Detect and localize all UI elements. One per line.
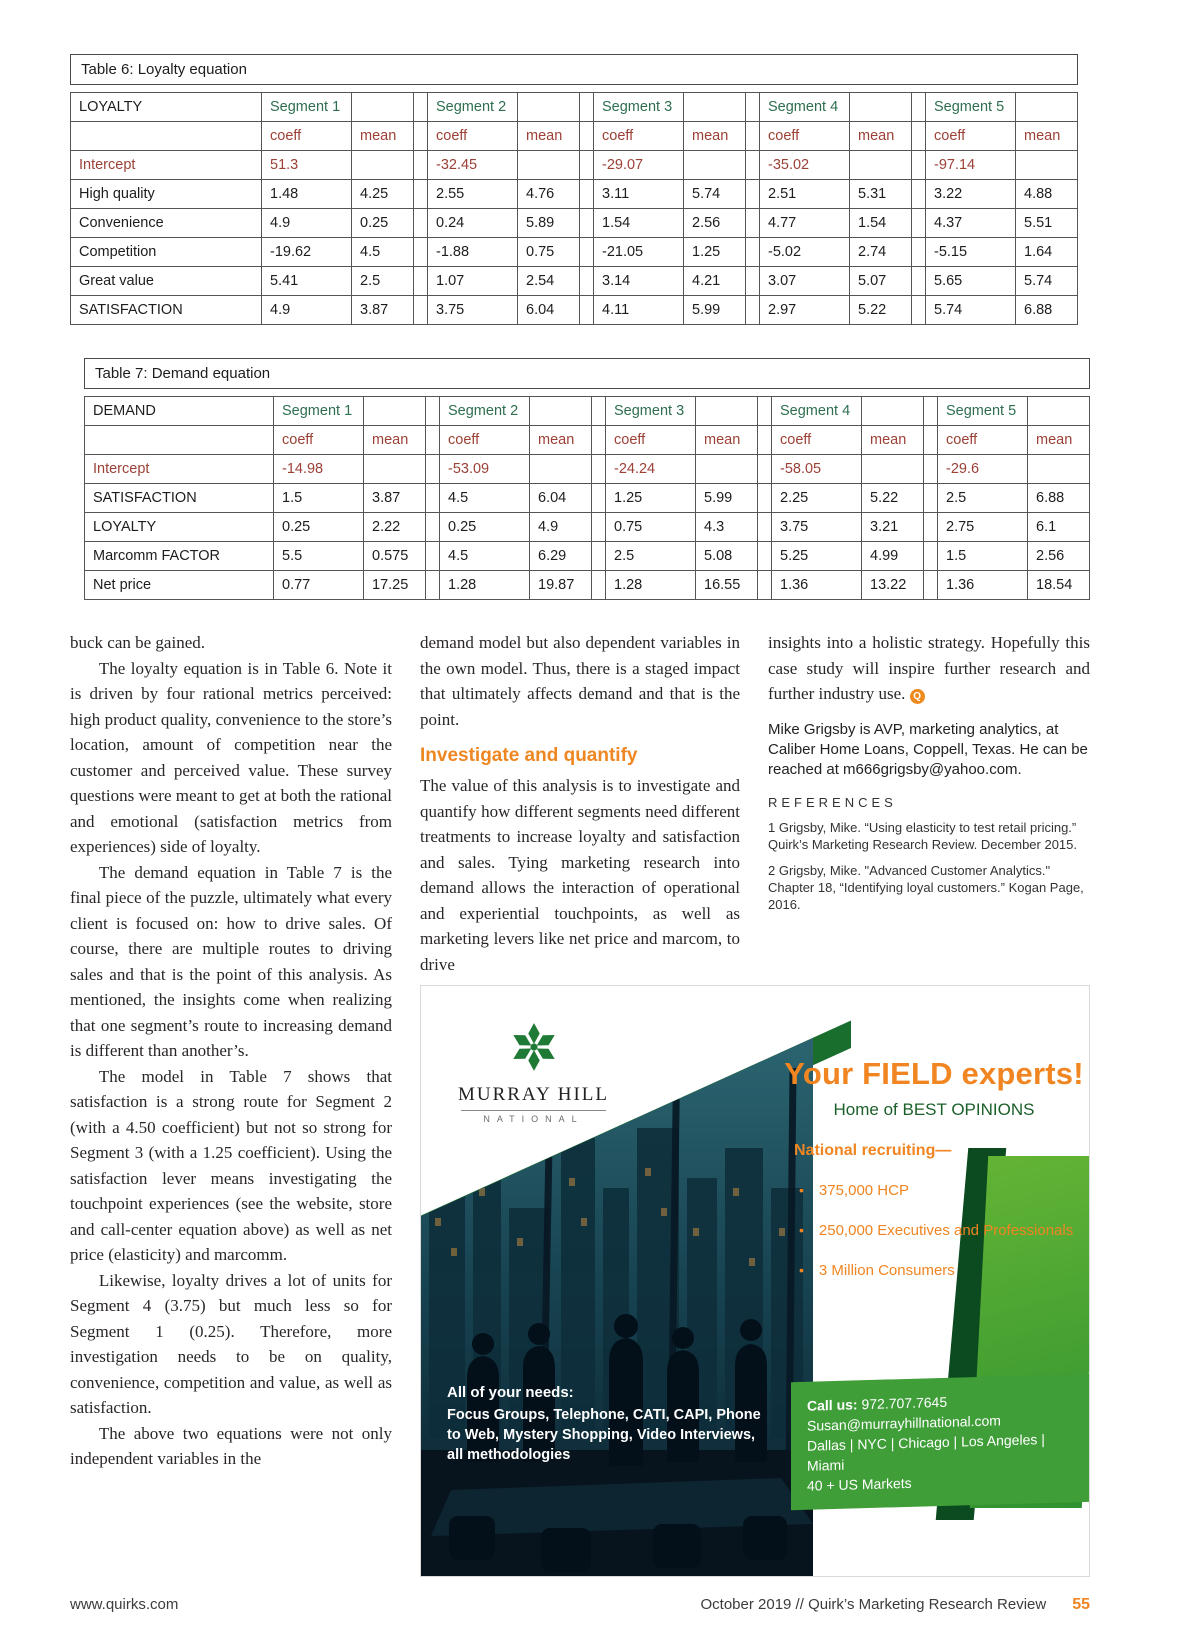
coeff-value: 51.3 <box>262 151 352 180</box>
spacer-cell <box>580 122 594 151</box>
coeff-value: 3.75 <box>772 513 862 542</box>
mean-header: mean <box>684 122 746 151</box>
mean-value: 2.22 <box>364 513 426 542</box>
empty-cell <box>850 93 912 122</box>
phone-number: 972.707.7645 <box>861 1393 948 1413</box>
table-row <box>71 151 1078 180</box>
spacer-cell <box>912 122 926 151</box>
row-label: Convenience <box>71 209 262 238</box>
spacer-cell <box>592 542 606 571</box>
coeff-value: 1.36 <box>772 571 862 600</box>
coeff-value: 5.25 <box>772 542 862 571</box>
mean-value: 5.99 <box>684 296 746 325</box>
ad-needs-body: Focus Groups, Telephone, CATI, CAPI, Phone to Web, Mystery Shopping, Video Interviews, all methodologies <box>447 1407 761 1463</box>
coeff-value: 5.74 <box>926 296 1016 325</box>
row-label: SATISFACTION <box>85 484 274 513</box>
ad-bullet-item <box>799 1182 1090 1199</box>
mean-value: 2.56 <box>684 209 746 238</box>
segment-header: Segment 1 <box>262 93 352 122</box>
empty-cell <box>352 93 414 122</box>
coeff-value: 0.77 <box>274 571 364 600</box>
table7-demand-equation <box>84 358 1090 600</box>
mean-value: 6.88 <box>1028 484 1090 513</box>
coeff-value: 4.9 <box>262 296 352 325</box>
coeff-header: coeff <box>926 122 1016 151</box>
coeff-header: coeff <box>938 426 1028 455</box>
murray-hill-advertisement <box>420 985 1090 1577</box>
coeff-value: 2.5 <box>938 484 1028 513</box>
mean-value: 5.51 <box>1016 209 1078 238</box>
spacer-cell <box>746 122 760 151</box>
coeff-value: -97.14 <box>926 151 1016 180</box>
end-of-article-icon: Q <box>910 689 925 704</box>
spacer-cell <box>924 455 938 484</box>
ad-headline: Your FIELD experts! <box>784 1056 1084 1091</box>
coeff-value: 3.75 <box>428 296 518 325</box>
mean-value: 6.04 <box>530 484 592 513</box>
mean-value: 5.22 <box>862 484 924 513</box>
mean-header: mean <box>1028 426 1090 455</box>
mean-value: 2.54 <box>518 267 580 296</box>
coeff-header: coeff <box>274 426 364 455</box>
footer-issue: October 2019 // Quirk’s Marketing Research Review <box>700 1596 1047 1613</box>
row-label: Great value <box>71 267 262 296</box>
spacer-cell <box>426 426 440 455</box>
spacer-cell <box>414 238 428 267</box>
table6-grid <box>70 92 1078 325</box>
table-row <box>85 455 1090 484</box>
spacer-cell <box>426 571 440 600</box>
spacer-cell <box>746 180 760 209</box>
spacer-cell <box>426 397 440 426</box>
contact-cities: Dallas | NYC | Chicago | Los Angeles | Miami <box>807 1431 1045 1474</box>
coeff-value: -29.6 <box>938 455 1028 484</box>
coeff-value: 5.5 <box>274 542 364 571</box>
spacer-cell <box>746 238 760 267</box>
coeff-value: 3.22 <box>926 180 1016 209</box>
spacer-cell <box>758 397 772 426</box>
spacer-cell <box>592 455 606 484</box>
spacer-cell <box>426 513 440 542</box>
coeff-value: 2.5 <box>606 542 696 571</box>
mean-value <box>530 455 592 484</box>
mean-value: 4.25 <box>352 180 414 209</box>
spacer-cell <box>758 426 772 455</box>
row-label: Intercept <box>85 455 274 484</box>
segment-header: Segment 3 <box>594 93 684 122</box>
row-label: Intercept <box>71 151 262 180</box>
mean-value: 1.54 <box>850 209 912 238</box>
paragraph: The value of this analysis is to investigate and quantify how different segments need different treatments to increase loyalty and satisfaction and sales. Tying marketing research into demand allows the interaction of operational and experiential touchpoints, as well as marketing levers like net price and marcom, to drive <box>420 776 740 974</box>
spacer-cell <box>414 296 428 325</box>
mean-value: 4.21 <box>684 267 746 296</box>
mean-value: 5.89 <box>518 209 580 238</box>
row-label: LOYALTY <box>85 513 274 542</box>
coeff-value: -58.05 <box>772 455 862 484</box>
spacer-cell <box>592 484 606 513</box>
coeff-value: 1.28 <box>606 571 696 600</box>
coeff-header: coeff <box>772 426 862 455</box>
spacer-cell <box>580 267 594 296</box>
spacer-cell <box>912 209 926 238</box>
article-column-2 <box>420 630 740 977</box>
coeff-value: 1.5 <box>274 484 364 513</box>
spacer-cell <box>426 484 440 513</box>
mean-value: 0.75 <box>518 238 580 267</box>
coeff-value: -19.62 <box>262 238 352 267</box>
spacer-cell <box>912 296 926 325</box>
coeff-value: -24.24 <box>606 455 696 484</box>
mean-value: 3.87 <box>352 296 414 325</box>
page-footer <box>70 1596 1090 1614</box>
coeff-value: 4.5 <box>440 484 530 513</box>
spacer-cell <box>746 209 760 238</box>
mean-value: 5.31 <box>850 180 912 209</box>
mean-value: 2.74 <box>850 238 912 267</box>
mean-value: 4.5 <box>352 238 414 267</box>
ad-headline-block <box>777 1056 1090 1120</box>
table-row <box>71 267 1078 296</box>
spacer-cell <box>414 267 428 296</box>
spacer-cell <box>580 151 594 180</box>
coeff-value: 3.14 <box>594 267 684 296</box>
spacer-cell <box>924 513 938 542</box>
bullet-icon: • <box>799 1262 804 1278</box>
ad-bullet-item <box>799 1222 1090 1239</box>
logo-rule <box>461 1110 606 1111</box>
table-row <box>71 296 1078 325</box>
coeff-value: 2.97 <box>760 296 850 325</box>
coeff-value: -1.88 <box>428 238 518 267</box>
spacer-cell <box>414 151 428 180</box>
spacer-cell <box>414 180 428 209</box>
coeff-header: coeff <box>428 122 518 151</box>
mean-value <box>850 151 912 180</box>
paragraph: The loyalty equation is in Table 6. Note it is driven by four rational metrics perceived: high product quality, convenience to the store’s location, amount of competition near the customer and perceived value. These survey questions were meant to get at both the rational and emotional (satisfaction metrics from experiences) side of loyalty. <box>70 658 392 856</box>
spacer-cell <box>580 296 594 325</box>
row-label: SATISFACTION <box>71 296 262 325</box>
mean-value: 4.9 <box>530 513 592 542</box>
coeff-value: 5.65 <box>926 267 1016 296</box>
spacer-cell <box>924 397 938 426</box>
mean-header: mean <box>696 426 758 455</box>
spacer-cell <box>924 542 938 571</box>
bullet-icon: • <box>799 1182 804 1198</box>
mean-value: 19.87 <box>530 571 592 600</box>
mean-header: mean <box>518 122 580 151</box>
spacer-cell <box>580 209 594 238</box>
mean-header: mean <box>530 426 592 455</box>
mean-value: 6.1 <box>1028 513 1090 542</box>
mean-value: 6.88 <box>1016 296 1078 325</box>
section-heading: Investigate and quantify <box>420 745 638 766</box>
mean-value <box>1028 455 1090 484</box>
mean-value <box>684 151 746 180</box>
mean-header: mean <box>862 426 924 455</box>
table-row <box>85 513 1090 542</box>
coeff-value: 1.48 <box>262 180 352 209</box>
coeff-value: 2.25 <box>772 484 862 513</box>
spacer-cell <box>912 151 926 180</box>
table6-loyalty-equation <box>70 54 1078 325</box>
table-row <box>85 571 1090 600</box>
mean-value: 5.74 <box>684 180 746 209</box>
coeff-value: 4.5 <box>440 542 530 571</box>
table6-corner-label: LOYALTY <box>71 93 262 122</box>
empty-cell <box>684 93 746 122</box>
spacer-cell <box>758 542 772 571</box>
paragraph <box>768 630 1090 707</box>
spacer-cell <box>414 122 428 151</box>
mean-value: 5.99 <box>696 484 758 513</box>
coeff-value: 1.5 <box>938 542 1028 571</box>
segment-header: Segment 2 <box>428 93 518 122</box>
article-column-3 <box>768 630 1090 913</box>
coeff-value: 4.37 <box>926 209 1016 238</box>
coeff-value: 4.9 <box>262 209 352 238</box>
spacer-cell <box>592 571 606 600</box>
spacer-cell <box>580 180 594 209</box>
segment-header: Segment 5 <box>926 93 1016 122</box>
table-header-row <box>85 397 1090 426</box>
coeff-value: 4.77 <box>760 209 850 238</box>
coeff-value: 1.36 <box>938 571 1028 600</box>
call-us-label: Call us: <box>807 1396 858 1414</box>
empty-cell <box>364 397 426 426</box>
empty-cell <box>530 397 592 426</box>
row-label: Net price <box>85 571 274 600</box>
footer-right-group <box>701 1596 1091 1614</box>
coeff-value: 3.11 <box>594 180 684 209</box>
coeff-value: 0.75 <box>606 513 696 542</box>
references-title: REFERENCES <box>768 794 897 810</box>
mean-value: 5.74 <box>1016 267 1078 296</box>
bullet-text: 375,000 HCP <box>818 1182 909 1199</box>
mean-value: 16.55 <box>696 571 758 600</box>
spacer-cell <box>758 513 772 542</box>
mean-value: 4.99 <box>862 542 924 571</box>
table7-grid <box>84 396 1090 600</box>
empty-cell <box>1016 93 1078 122</box>
empty-cell <box>71 122 262 151</box>
spacer-cell <box>758 455 772 484</box>
spacer-cell <box>746 267 760 296</box>
segment-header: Segment 5 <box>938 397 1028 426</box>
coeff-value: 4.11 <box>594 296 684 325</box>
mean-value: 1.64 <box>1016 238 1078 267</box>
ad-needs-block <box>447 1384 761 1465</box>
bullet-text: 250,000 Executives and Professionals <box>818 1222 1074 1239</box>
row-label: Competition <box>71 238 262 267</box>
footer-url: www.quirks.com <box>70 1596 179 1613</box>
ad-contact-panel <box>791 1374 1090 1510</box>
spacer-cell <box>924 484 938 513</box>
mean-value: 3.21 <box>862 513 924 542</box>
spacer-cell <box>912 93 926 122</box>
mean-value: 0.575 <box>364 542 426 571</box>
coeff-value: 5.41 <box>262 267 352 296</box>
mean-value: 4.88 <box>1016 180 1078 209</box>
spacer-cell <box>414 93 428 122</box>
mean-value: 2.5 <box>352 267 414 296</box>
brand-subname: NATIONAL <box>483 1114 584 1124</box>
table-header-row <box>71 93 1078 122</box>
bullet-icon: • <box>799 1222 804 1238</box>
spacer-cell <box>592 513 606 542</box>
coeff-header: coeff <box>760 122 850 151</box>
table-row <box>71 238 1078 267</box>
spacer-cell <box>580 93 594 122</box>
reference-item: 2 Grigsby, Mike. "Advanced Customer Analytics." Chapter 18, “Identifying loyal customers.” Kogan Page, 2016. <box>768 862 1084 912</box>
table-row <box>85 484 1090 513</box>
brand-name: MURRAY HILL <box>458 1084 609 1105</box>
paragraph: The above two equations were not only independent variables in the <box>70 1423 392 1468</box>
mean-value: 0.25 <box>352 209 414 238</box>
spacer-cell <box>580 238 594 267</box>
murray-hill-logo-icon <box>507 1020 561 1074</box>
empty-cell <box>518 93 580 122</box>
mean-value: 17.25 <box>364 571 426 600</box>
mean-value <box>1016 151 1078 180</box>
segment-header: Segment 2 <box>440 397 530 426</box>
ad-recruiting-label: National recruiting— <box>794 1142 952 1159</box>
mean-value: 5.22 <box>850 296 912 325</box>
mean-value: 4.76 <box>518 180 580 209</box>
spacer-cell <box>746 93 760 122</box>
mean-value <box>364 455 426 484</box>
coeff-value: -29.07 <box>594 151 684 180</box>
article-column-1 <box>70 630 392 1472</box>
table6-title: Table 6: Loyalty equation <box>70 54 1078 85</box>
spacer-cell <box>746 151 760 180</box>
coeff-header: coeff <box>440 426 530 455</box>
table-subheader-row <box>71 122 1078 151</box>
page-number: 55 <box>1072 1596 1090 1613</box>
coeff-header: coeff <box>594 122 684 151</box>
paragraph-text: insights into a holistic strategy. Hopefully this case study will inspire further research and further industry use. <box>768 633 1090 703</box>
paragraph: The model in Table 7 shows that satisfaction is a strong route for Segment 2 (with a 4.50 coefficient) but not so strong for Segment 3 (with a 1.25 coefficient). Using the satisfaction lever means investigating the touchpoint experiences (see the website, store and call-center equation above) as well as net price (elasticity) and marcomm. <box>70 1066 392 1264</box>
spacer-cell <box>746 296 760 325</box>
ad-needs-title: All of your needs: <box>447 1384 574 1401</box>
coeff-value: 1.28 <box>440 571 530 600</box>
spacer-cell <box>924 426 938 455</box>
coeff-value: 2.51 <box>760 180 850 209</box>
mean-value: 13.22 <box>862 571 924 600</box>
coeff-value: 1.07 <box>428 267 518 296</box>
mean-value <box>696 455 758 484</box>
mean-value: 5.08 <box>696 542 758 571</box>
mean-value <box>518 151 580 180</box>
coeff-value: 2.55 <box>428 180 518 209</box>
mean-value <box>862 455 924 484</box>
mean-value: 6.04 <box>518 296 580 325</box>
coeff-value: -21.05 <box>594 238 684 267</box>
spacer-cell <box>912 238 926 267</box>
coeff-value: -5.02 <box>760 238 850 267</box>
spacer-cell <box>924 571 938 600</box>
author-bio: Mike Grigsby is AVP, marketing analytics, at Caliber Home Loans, Coppell, Texas. He can be reached at m666grigsby@yahoo.com. <box>768 720 1088 778</box>
table-row <box>71 180 1078 209</box>
mean-header: mean <box>1016 122 1078 151</box>
coeff-value: 0.25 <box>440 513 530 542</box>
spacer-cell <box>426 542 440 571</box>
segment-header: Segment 4 <box>772 397 862 426</box>
coeff-header: coeff <box>262 122 352 151</box>
row-label: Marcomm FACTOR <box>85 542 274 571</box>
empty-cell <box>862 397 924 426</box>
empty-cell <box>85 426 274 455</box>
reference-item: 1 Grigsby, Mike. “Using elasticity to test retail pricing.” Quirk’s Marketing Research Review. December 2015. <box>768 819 1078 852</box>
coeff-header: coeff <box>606 426 696 455</box>
spacer-cell <box>426 455 440 484</box>
segment-header: Segment 3 <box>606 397 696 426</box>
coeff-value: -53.09 <box>440 455 530 484</box>
mean-value: 18.54 <box>1028 571 1090 600</box>
spacer-cell <box>414 209 428 238</box>
mean-header: mean <box>850 122 912 151</box>
ad-bullet-item <box>799 1262 1090 1279</box>
paragraph: demand model but also dependent variables in the own model. Thus, there is a staged impact that ultimately affects demand and that is the point. <box>420 633 740 729</box>
coeff-value: -32.45 <box>428 151 518 180</box>
ad-subheadline: Home of BEST OPINIONS <box>833 1100 1035 1119</box>
empty-cell <box>696 397 758 426</box>
coeff-value: 1.54 <box>594 209 684 238</box>
coeff-value: -14.98 <box>274 455 364 484</box>
mean-header: mean <box>364 426 426 455</box>
coeff-value: 3.07 <box>760 267 850 296</box>
bullet-text: 3 Million Consumers <box>818 1262 955 1279</box>
spacer-cell <box>592 426 606 455</box>
table-subheader-row <box>85 426 1090 455</box>
mean-header: mean <box>352 122 414 151</box>
spacer-cell <box>758 484 772 513</box>
table-row <box>71 209 1078 238</box>
paragraph: The demand equation in Table 7 is the final piece of the puzzle, ultimately what every client is focused on: how to drive sales. Of course, there are multiple routes to driving sales and that is the point of this analysis. As mentioned, the insights come when realizing that one segment’s route to increasing demand is different than another’s. <box>70 862 392 1060</box>
coeff-value: 0.24 <box>428 209 518 238</box>
coeff-value: -35.02 <box>760 151 850 180</box>
spacer-cell <box>912 180 926 209</box>
spacer-cell <box>912 267 926 296</box>
table7-title: Table 7: Demand equation <box>84 358 1090 389</box>
contact-email: Susan@murrayhillnational.com <box>807 1412 1001 1434</box>
row-label: High quality <box>71 180 262 209</box>
spacer-cell <box>758 571 772 600</box>
mean-value: 5.07 <box>850 267 912 296</box>
mean-value: 1.25 <box>684 238 746 267</box>
coeff-value: 0.25 <box>274 513 364 542</box>
mean-value: 4.3 <box>696 513 758 542</box>
paragraph: Likewise, loyalty drives a lot of units for Segment 4 (3.75) but much less so for Segment 1 (0.25). Therefore, more investigation needs to be on quality, convenience, competition and value, as well as satisfaction. <box>70 1270 392 1417</box>
paragraph: buck can be gained. <box>70 633 205 652</box>
table-row <box>85 542 1090 571</box>
table7-corner-label: DEMAND <box>85 397 274 426</box>
ad-bullet-list <box>799 1182 1090 1302</box>
mean-value: 3.87 <box>364 484 426 513</box>
mean-value: 6.29 <box>530 542 592 571</box>
coeff-value: 1.25 <box>606 484 696 513</box>
segment-header: Segment 1 <box>274 397 364 426</box>
empty-cell <box>1028 397 1090 426</box>
mean-value <box>352 151 414 180</box>
segment-header: Segment 4 <box>760 93 850 122</box>
coeff-value: -5.15 <box>926 238 1016 267</box>
coeff-value: 2.75 <box>938 513 1028 542</box>
murray-hill-logo <box>451 1020 616 1124</box>
mean-value: 2.56 <box>1028 542 1090 571</box>
contact-markets: 40 + US Markets <box>807 1474 912 1494</box>
spacer-cell <box>592 397 606 426</box>
